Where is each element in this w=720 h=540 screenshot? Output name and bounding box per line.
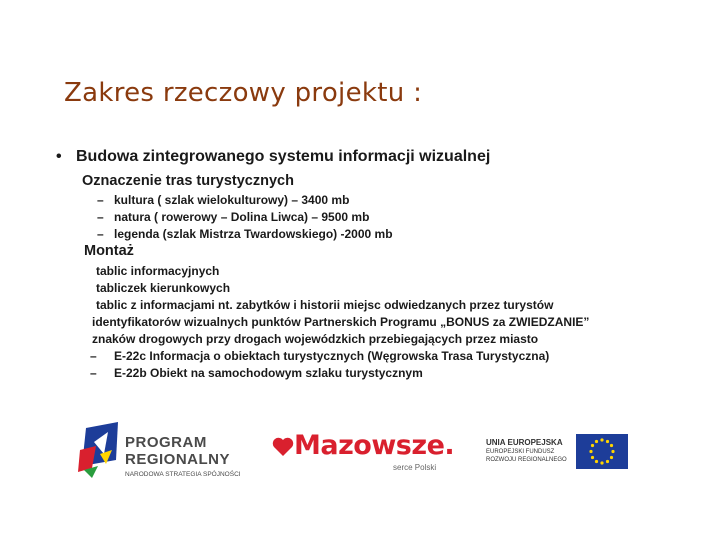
list-item: – natura ( rowerowy – Dolina Liwca) – 9500 mb <box>97 210 370 224</box>
program-regionalny-emblem-icon <box>78 420 122 480</box>
mazowsze-name: Mazowsze. <box>294 430 455 461</box>
program-regionalny-logo <box>78 420 248 480</box>
dash-icon: – <box>97 210 104 224</box>
eu-line2: EUROPEJSKI FUNDUSZ <box>486 449 555 455</box>
dash-icon: – <box>90 366 97 380</box>
section2-list <box>90 263 589 382</box>
main-bullet <box>56 148 490 166</box>
heart-icon <box>272 436 294 458</box>
list-item: – E-22b Obiekt na samochodowym szlaku turystycznym <box>90 366 423 380</box>
list-item: tablic z informacjami nt. zabytków i historii miejsc odwiedzanych przez turystów <box>96 298 554 312</box>
list-item: tabliczek kierunkowych <box>96 281 231 295</box>
eu-logo <box>486 433 631 473</box>
slide-title: Zakres rzeczowy projektu : <box>64 78 423 108</box>
program-line3: NARODOWA STRATEGIA SPÓJNOŚCI <box>125 471 241 478</box>
program-line2: REGIONALNY <box>125 451 231 468</box>
list-item: – E-22c Informacja o obiektach turystycznych (Węgrowska Trasa Turystyczna) <box>90 349 550 363</box>
list-item: znaków drogowych przy drogach wojewódzkich przebiegających przez miasto <box>92 332 539 346</box>
section1-heading: Oznaczenie tras turystycznych <box>82 173 294 189</box>
mazowsze-logo <box>272 430 455 475</box>
mazowsze-tagline: serce Polski <box>393 463 437 472</box>
eu-flag-icon <box>576 434 628 469</box>
dash-icon: – <box>90 349 97 363</box>
list-item: tablic informacyjnych <box>96 264 220 278</box>
main-bullet-text: Budowa zintegrowanego systemu informacji wizualnej <box>76 148 491 165</box>
eu-line1: UNIA EUROPEJSKA <box>486 438 563 447</box>
program-line1: PROGRAM <box>125 434 207 451</box>
list-item: identyfikatorów wizualnych punktów Partnerskich Programu „BONUS za ZWIEDZANIE” <box>92 315 590 329</box>
dash-icon: – <box>97 193 104 207</box>
section1-list <box>97 192 393 243</box>
eu-line3: ROZWOJU REGIONALNEGO <box>486 457 567 463</box>
dash-icon: – <box>97 227 104 241</box>
bullet-dot-icon: • <box>56 148 62 165</box>
section2-heading: Montaż <box>84 243 134 259</box>
list-item: – legenda (szlak Mistrza Twardowskiego) -2000 mb <box>97 227 393 241</box>
eu-stars-icon <box>576 434 628 469</box>
list-item: – kultura ( szlak wielokulturowy) – 3400 mb <box>97 193 350 207</box>
